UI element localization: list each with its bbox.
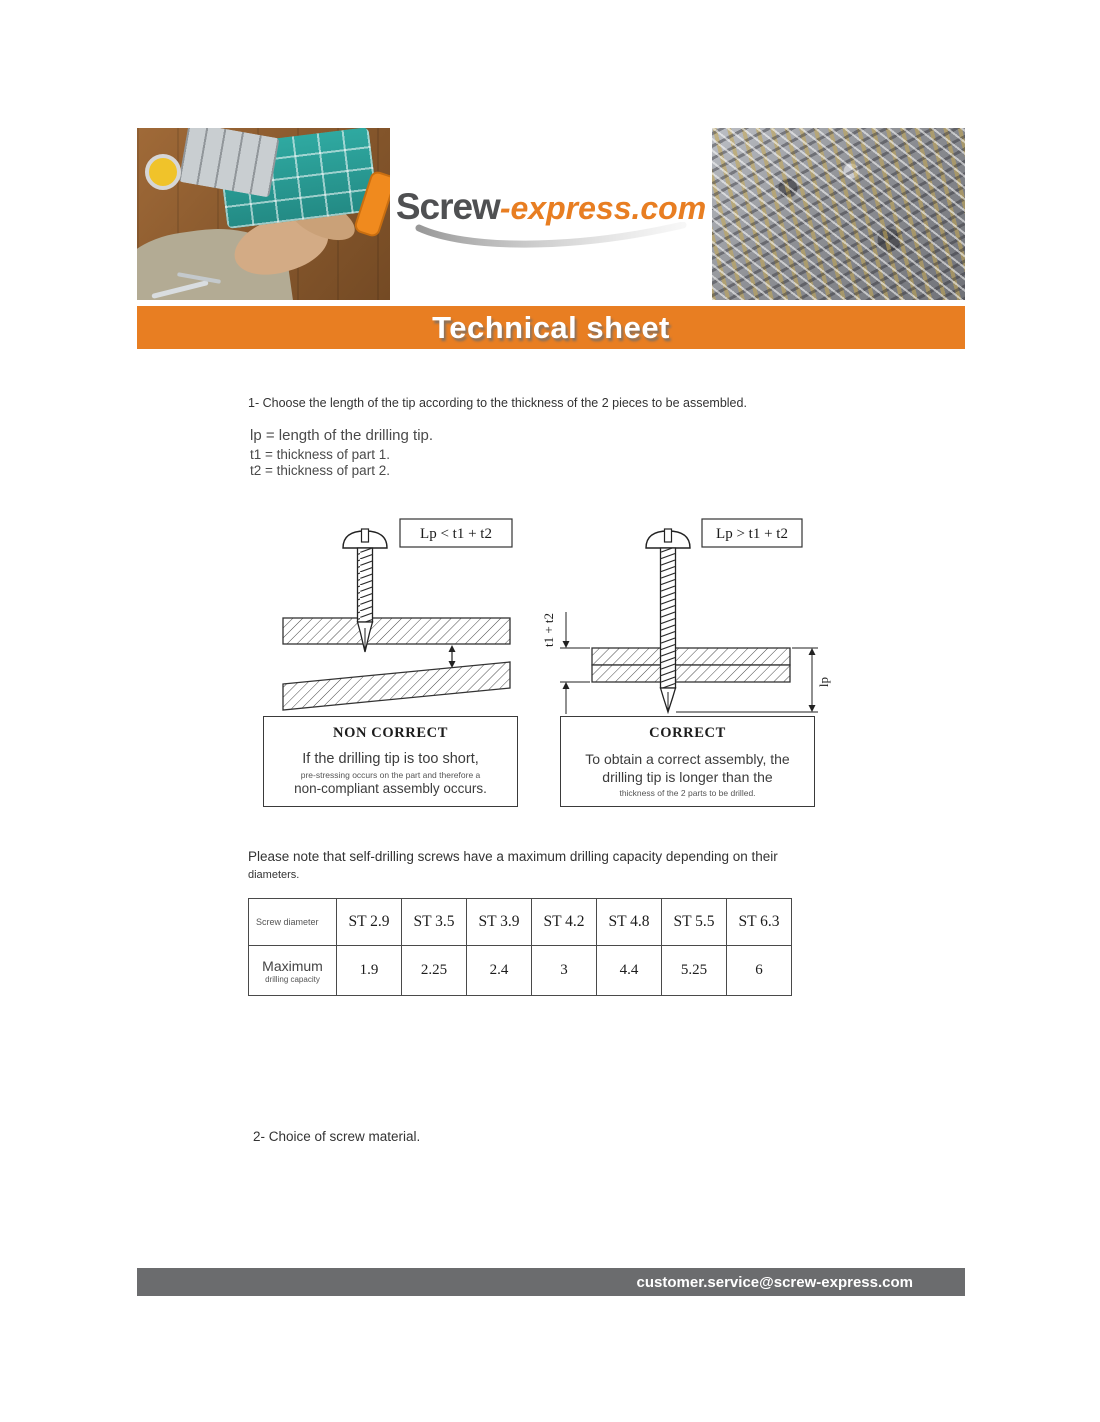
footer-bar: [137, 1268, 965, 1296]
section1-heading: 1- Choose the length of the tip according to the thickness of the 2 pieces to be assembled.: [248, 396, 747, 410]
header-drilling-capacity-label: drilling capacity: [265, 974, 320, 984]
logo-area: [390, 128, 712, 300]
formula-right: Lp > t1 + t2: [716, 526, 788, 542]
capacity-cell-5: 4.4: [597, 946, 662, 996]
dimension-thickness: [541, 612, 590, 714]
diameter-cell-3: ST 3.9: [467, 899, 532, 946]
photo-decoration-tape-measure: [145, 154, 181, 190]
diameter-cell-1: ST 2.9: [337, 899, 402, 946]
dim-tip-label: lp: [816, 676, 831, 688]
capacity-note-line-1: Please note that self-drilling screws have a maximum drilling capacity depending on their: [248, 849, 778, 864]
diagram-non-correct: [283, 519, 512, 710]
diameter-cell-4: ST 4.2: [532, 899, 597, 946]
header-maximum-label: Maximum: [262, 957, 323, 974]
legend-line-t1: t1 = thickness of part 1.: [250, 447, 390, 462]
assembly-diagram: [240, 505, 840, 720]
screw-long-tip: [646, 529, 690, 712]
title-bar: [137, 306, 965, 349]
logo-suffix-text: -express.com: [499, 190, 707, 226]
capacity-cell-2: 2.25: [402, 946, 467, 996]
table-row-diameters: [249, 899, 792, 946]
correct-title: CORRECT: [649, 725, 726, 741]
correct-line-1: To obtain a correct assembly, the: [585, 751, 790, 767]
dim-thickness-label: t1 + t2: [541, 612, 556, 648]
drilling-capacity-table: [248, 898, 792, 996]
footer-email: customer.service@screw-express.com: [636, 1273, 913, 1291]
capacity-cell-3: 2.4: [467, 946, 532, 996]
capacity-note-line-2: diameters.: [248, 869, 300, 881]
formula-left: Lp < t1 + t2: [420, 526, 492, 542]
correct-box: [560, 716, 815, 807]
capacity-cell-7: 6: [727, 946, 792, 996]
legend-line-lp: lp = length of the drilling tip.: [250, 427, 434, 444]
brand-logo: [396, 188, 706, 225]
diameter-cell-7: ST 6.3: [727, 899, 792, 946]
capacity-cell-1: 1.9: [337, 946, 402, 996]
capacity-note: [248, 849, 778, 881]
diameter-cell-2: ST 3.5: [402, 899, 467, 946]
header-screw-diameter: Screw diameter: [249, 899, 337, 946]
header-max-drilling-capacity: [249, 946, 337, 996]
non-correct-line-3: non-compliant assembly occurs.: [294, 781, 487, 796]
table-row-capacities: [249, 946, 792, 996]
non-correct-line-2: pre-stressing occurs on the part and therefore a: [300, 770, 481, 780]
non-correct-title: NON CORRECT: [333, 725, 448, 741]
correct-line-2: drilling tip is longer than the: [602, 769, 773, 785]
header-banner: [137, 128, 965, 300]
photo-decoration-parts-tray: [178, 128, 279, 198]
plate-part1: [592, 648, 790, 665]
bottom-plate-slanted: [283, 662, 510, 710]
diameter-cell-5: ST 4.8: [597, 899, 662, 946]
capacity-cell-6: 5.25: [662, 946, 727, 996]
diameter-cell-6: ST 5.5: [662, 899, 727, 946]
page-title: Technical sheet: [432, 309, 670, 345]
legend-line-t2: t2 = thickness of part 2.: [250, 462, 390, 478]
legend-block: [250, 427, 433, 479]
header-photo-workbench: [137, 128, 390, 300]
plate-part2: [592, 665, 790, 682]
section2-heading: 2- Choice of screw material.: [253, 1129, 421, 1144]
diagram-correct: [541, 519, 831, 714]
top-plate: [283, 618, 510, 644]
header-photo-screw-pile: [712, 128, 965, 300]
gap-arrow: [449, 645, 456, 668]
logo-brand-text: Screw: [395, 186, 500, 227]
non-correct-box: [263, 716, 518, 807]
capacity-cell-4: 3: [532, 946, 597, 996]
correct-line-3: thickness of the 2 parts to be drilled.: [619, 788, 756, 798]
logo-swoosh: [411, 222, 691, 254]
non-correct-line-1: If the drilling tip is too short,: [302, 751, 479, 767]
